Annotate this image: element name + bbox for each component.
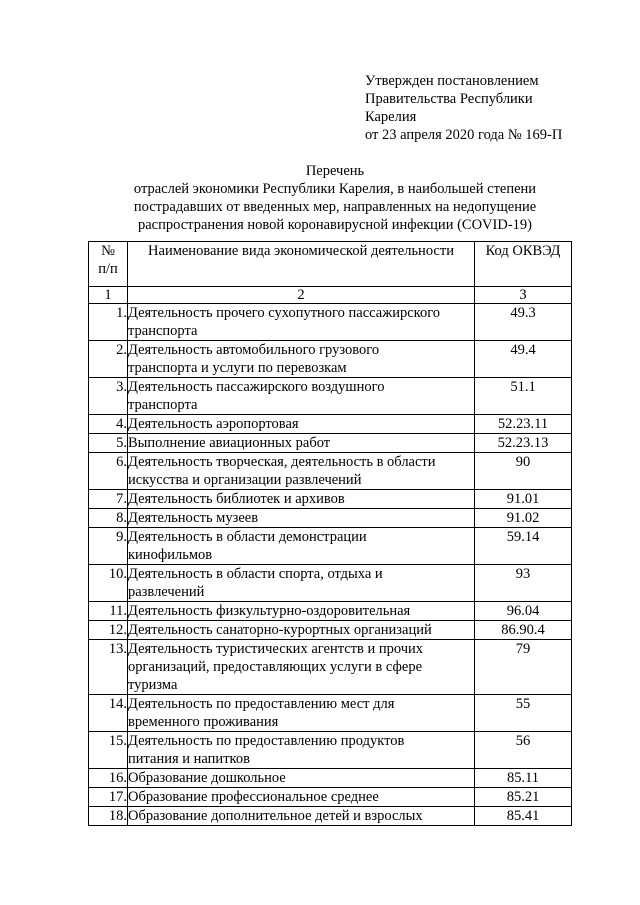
activity-name-line: кинофильмов: [128, 547, 213, 563]
row-number: 11.: [89, 602, 128, 621]
activity-name-line: развлечений: [128, 584, 205, 600]
title-line: отраслей экономики Республики Карелия, в наибольшей степени: [133, 181, 537, 197]
okved-code: 79: [475, 640, 572, 695]
title-heading: Перечень: [305, 163, 365, 179]
approval-line: Правительства Республики: [365, 91, 533, 107]
table-row: [89, 788, 572, 807]
activity-name-line: транспорта: [128, 397, 198, 413]
activity-name: [128, 304, 475, 341]
activity-name: [128, 341, 475, 378]
approval-line: Утвержден постановлением: [365, 73, 539, 89]
activity-name: [128, 378, 475, 415]
activity-name: [128, 695, 475, 732]
row-number: 8.: [89, 509, 128, 528]
activity-name: [128, 453, 475, 490]
activity-name: [128, 732, 475, 769]
activity-name: [128, 565, 475, 602]
table-row: [89, 453, 572, 490]
activity-name-line: Деятельность библиотек и архивов: [128, 491, 345, 507]
okved-code: 59.14: [475, 528, 572, 565]
table-row: [89, 695, 572, 732]
activity-name-line: Деятельность в области демонстрации: [128, 529, 367, 545]
activity-name: [128, 509, 475, 528]
row-number: 5.: [89, 434, 128, 453]
title-line: пострадавших от введенных мер, направленных на недопущение: [133, 199, 537, 215]
row-number: 6.: [89, 453, 128, 490]
row-number: 13.: [89, 640, 128, 695]
activity-name-line: Деятельность прочего сухопутного пассажирского: [128, 305, 441, 321]
table-row: [89, 304, 572, 341]
okved-code: 51.1: [475, 378, 572, 415]
okved-code: 85.11: [475, 769, 572, 788]
row-number: 2.: [89, 341, 128, 378]
okved-code: 85.41: [475, 807, 572, 826]
activity-name-line: организаций, предоставляющих услуги в сфере: [128, 659, 423, 675]
column-index: 1: [89, 287, 128, 304]
activity-name-line: Образование дошкольное: [128, 770, 286, 786]
okved-code: 91.02: [475, 509, 572, 528]
header-number: [89, 242, 128, 287]
header-number-symbol: №: [101, 243, 115, 259]
row-number: 3.: [89, 378, 128, 415]
industries-table: [88, 241, 572, 826]
activity-name-line: Деятельность аэропортовая: [128, 416, 299, 432]
table-row: [89, 621, 572, 640]
okved-code: 55: [475, 695, 572, 732]
activity-name-line: Деятельность по предоставлению мест для: [128, 696, 395, 712]
row-number: 16.: [89, 769, 128, 788]
activity-name: [128, 769, 475, 788]
table-row: [89, 565, 572, 602]
activity-name-line: временного проживания: [128, 714, 279, 730]
activity-name: [128, 415, 475, 434]
row-number: 15.: [89, 732, 128, 769]
activity-name-line: искусства и организации развлечений: [128, 472, 362, 488]
okved-code: 93: [475, 565, 572, 602]
activity-name-line: Деятельность в области спорта, отдыха и: [128, 566, 383, 582]
table-row: [89, 341, 572, 378]
table-row: [89, 415, 572, 434]
table-row: [89, 434, 572, 453]
activity-name-line: Деятельность туристических агентств и прочих: [128, 641, 424, 657]
okved-code: 49.4: [475, 341, 572, 378]
activity-name-line: Деятельность физкультурно-оздоровительная: [128, 603, 411, 619]
activity-name-line: Образование дополнительное детей и взрослых: [128, 808, 423, 824]
activity-name: [128, 807, 475, 826]
activity-name-line: транспорта и услуги по перевозкам: [128, 360, 347, 376]
okved-code: 56: [475, 732, 572, 769]
table-body: [89, 287, 572, 826]
activity-name: [128, 602, 475, 621]
activity-name-line: Деятельность пассажирского воздушного: [128, 379, 385, 395]
okved-code: 90: [475, 453, 572, 490]
approval-line: от 23 апреля 2020 года № 169-П: [365, 127, 563, 143]
row-number: 9.: [89, 528, 128, 565]
column-index: 3: [475, 287, 572, 304]
okved-code: 86.90.4: [475, 621, 572, 640]
activity-name: [128, 621, 475, 640]
okved-code: 52.23.13: [475, 434, 572, 453]
row-number: 14.: [89, 695, 128, 732]
table-row: [89, 528, 572, 565]
activity-name: [128, 640, 475, 695]
row-number: 18.: [89, 807, 128, 826]
table-row: [89, 602, 572, 621]
document-title: [60, 162, 610, 234]
activity-name: [128, 788, 475, 807]
table-row: [89, 807, 572, 826]
activity-name: [128, 434, 475, 453]
activity-name-line: питания и напитков: [128, 751, 250, 767]
row-number: 10.: [89, 565, 128, 602]
activity-name-line: туризма: [128, 677, 178, 693]
table-header-row: [89, 242, 572, 287]
column-index: 2: [128, 287, 475, 304]
activity-name: [128, 490, 475, 509]
table-row: [89, 640, 572, 695]
activity-name-line: Деятельность санаторно-курортных организаций: [128, 622, 432, 638]
table-row: [89, 490, 572, 509]
okved-code: 85.21: [475, 788, 572, 807]
table-row: [89, 509, 572, 528]
activity-name-line: Деятельность музеев: [128, 510, 259, 526]
activity-name-line: Образование профессиональное среднее: [128, 789, 379, 805]
table-row: [89, 769, 572, 788]
header-number-abbr: п/п: [98, 261, 118, 277]
column-index-row: [89, 287, 572, 304]
activity-name: [128, 528, 475, 565]
table-row: [89, 378, 572, 415]
okved-code: 52.23.11: [475, 415, 572, 434]
row-number: 17.: [89, 788, 128, 807]
title-line: распространения новой коронавирусной инфекции (COVID-19): [138, 217, 532, 233]
activity-name-line: Деятельность творческая, деятельность в области: [128, 454, 436, 470]
approval-stamp: [365, 72, 562, 144]
activity-name-line: транспорта: [128, 323, 198, 339]
header-activity-name: Наименование вида экономической деятельности: [128, 242, 475, 287]
okved-code: 49.3: [475, 304, 572, 341]
approval-line: Карелия: [365, 109, 417, 125]
okved-code: 91.01: [475, 490, 572, 509]
row-number: 7.: [89, 490, 128, 509]
activity-name-line: Деятельность автомобильного грузового: [128, 342, 380, 358]
okved-code: 96.04: [475, 602, 572, 621]
activity-name-line: Деятельность по предоставлению продуктов: [128, 733, 405, 749]
activity-name-line: Выполнение авиационных работ: [128, 435, 331, 451]
row-number: 1.: [89, 304, 128, 341]
row-number: 4.: [89, 415, 128, 434]
table-row: [89, 732, 572, 769]
row-number: 12.: [89, 621, 128, 640]
header-okved-code: Код ОКВЭД: [475, 242, 572, 287]
